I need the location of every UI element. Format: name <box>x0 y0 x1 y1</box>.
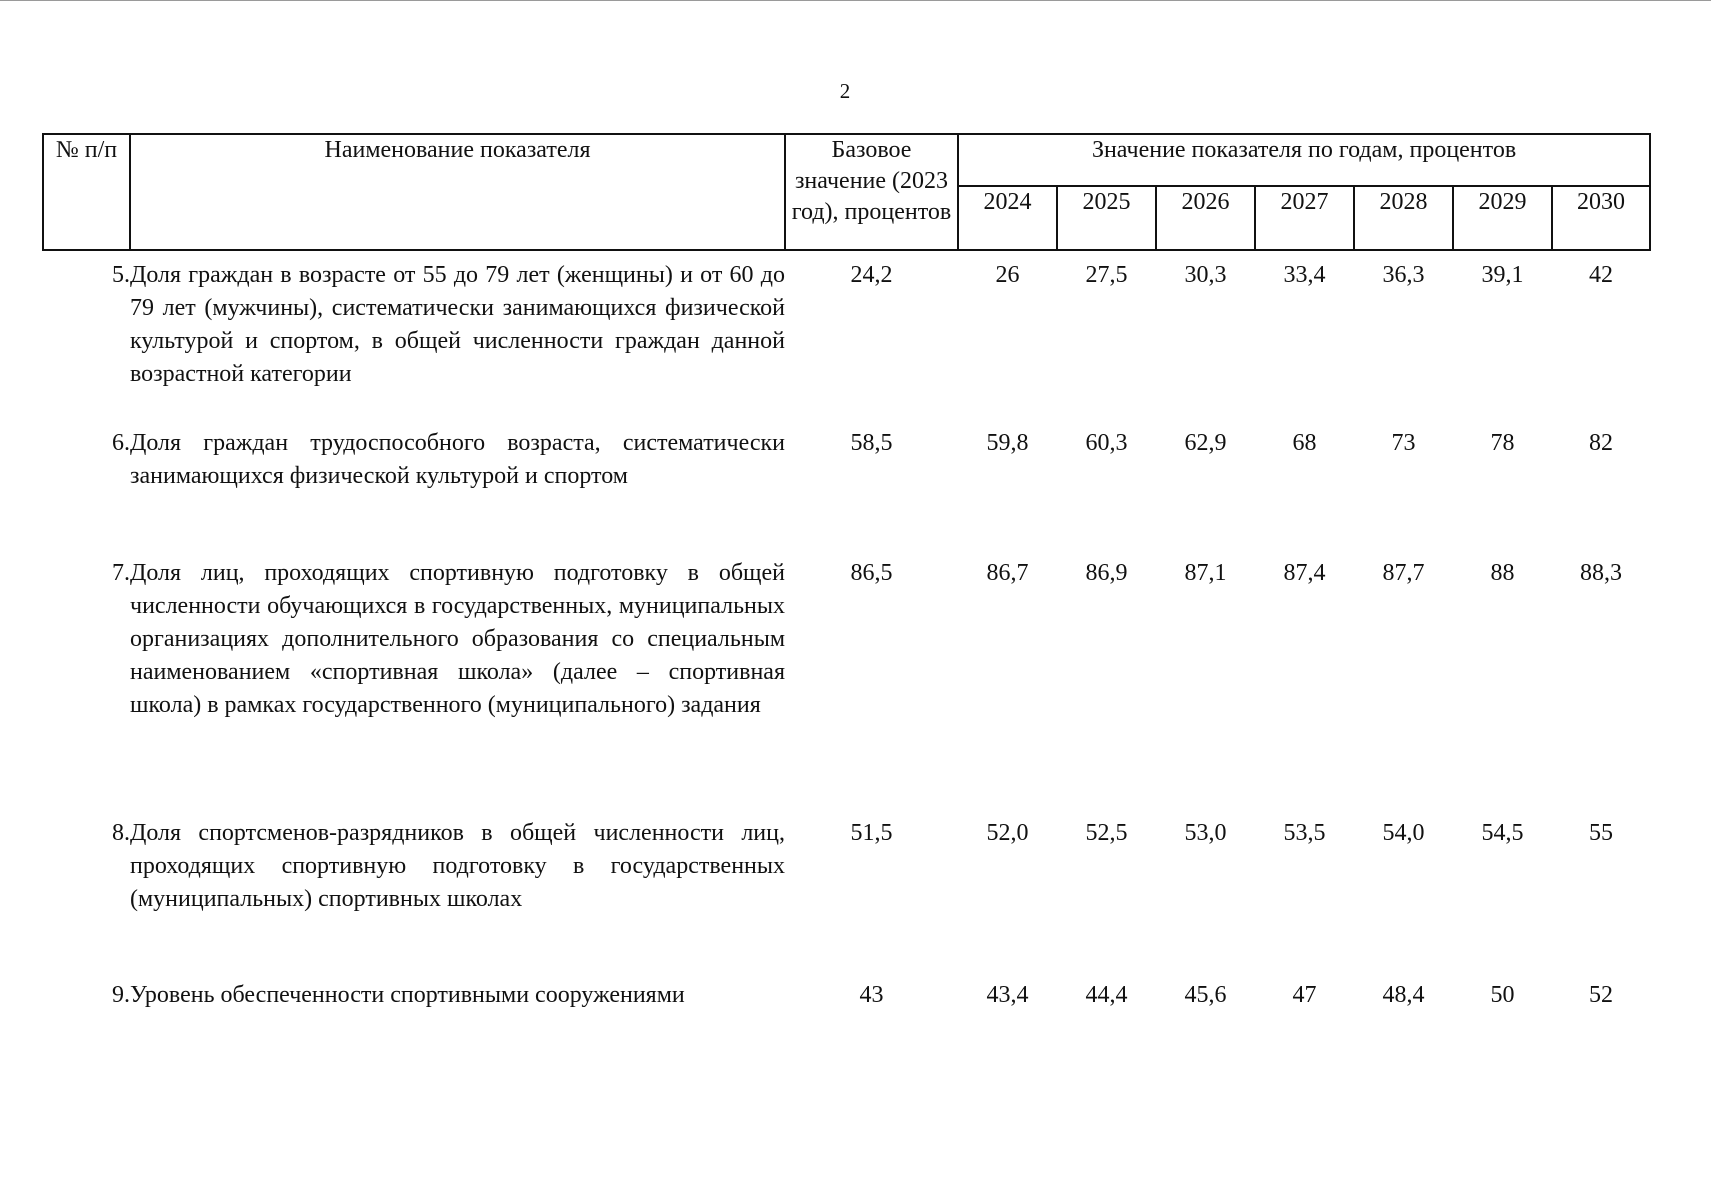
year-value: 86,7 <box>986 560 1029 586</box>
row-number: 6. <box>112 430 130 456</box>
year-value: 59,8 <box>986 430 1029 456</box>
header-number: № п/п <box>43 134 130 250</box>
header-base-value: Базовое значение (2023 год), процентов <box>785 134 958 250</box>
table-row <box>43 807 1650 969</box>
header-year: 2025 <box>1057 186 1156 250</box>
header-year: 2026 <box>1156 186 1255 250</box>
row-number: 9. <box>112 982 130 1008</box>
year-value: 52,0 <box>986 820 1029 846</box>
year-value: 36,3 <box>1382 262 1425 288</box>
table-body <box>43 250 1650 1049</box>
year-value: 52 <box>1589 982 1614 1008</box>
base-value: 43 <box>859 982 884 1008</box>
header-year: 2024 <box>958 186 1057 250</box>
year-value: 55 <box>1589 820 1614 846</box>
page-top-edge <box>0 0 1711 1</box>
year-value: 53,0 <box>1184 820 1227 846</box>
table-header <box>43 134 1650 250</box>
year-value: 42 <box>1589 262 1614 288</box>
year-value: 88,3 <box>1580 560 1623 586</box>
year-value: 30,3 <box>1184 262 1227 288</box>
base-value: 24,2 <box>850 262 893 288</box>
year-value: 43,4 <box>986 982 1029 1008</box>
year-value: 50 <box>1490 982 1515 1008</box>
year-value: 88 <box>1490 560 1515 586</box>
year-value: 68 <box>1292 430 1317 456</box>
indicator-name: Доля спортсменов-разрядников в общей численности лиц, проходящих спортивную подготовку в государственных (муниципальных) спортивных школах <box>130 820 785 912</box>
header-indicator-name: Наименование показателя <box>130 134 785 250</box>
base-value: 86,5 <box>850 560 893 586</box>
year-value: 87,1 <box>1184 560 1227 586</box>
year-value: 48,4 <box>1382 982 1425 1008</box>
year-value: 73 <box>1391 430 1416 456</box>
indicator-name: Уровень обеспеченности спортивными сооружениями <box>130 982 685 1008</box>
year-value: 54,5 <box>1481 820 1524 846</box>
table-row <box>43 417 1650 547</box>
indicator-name: Доля граждан в возрасте от 55 до 79 лет (женщины) и от 60 до 79 лет (мужчины), систематически занимающихся физической культурой и спортом, в общей численности граждан данной возрастной категории <box>130 262 785 387</box>
year-value: 26 <box>995 262 1020 288</box>
page-number: 2 <box>839 79 851 103</box>
indicators-table-container <box>42 133 1649 1049</box>
header-year: 2029 <box>1453 186 1552 250</box>
year-value: 45,6 <box>1184 982 1227 1008</box>
year-value: 27,5 <box>1085 262 1128 288</box>
year-value: 44,4 <box>1085 982 1128 1008</box>
header-year: 2028 <box>1354 186 1453 250</box>
year-value: 86,9 <box>1085 560 1128 586</box>
row-number: 8. <box>112 820 130 846</box>
table-row <box>43 547 1650 807</box>
table-row <box>43 250 1650 417</box>
year-value: 78 <box>1490 430 1515 456</box>
base-value: 58,5 <box>850 430 893 456</box>
year-value: 47 <box>1292 982 1317 1008</box>
row-number: 7. <box>112 560 130 586</box>
year-value: 39,1 <box>1481 262 1524 288</box>
row-number: 5. <box>112 262 130 288</box>
header-year: 2030 <box>1552 186 1650 250</box>
header-year: 2027 <box>1255 186 1354 250</box>
table-row <box>43 969 1650 1049</box>
year-value: 53,5 <box>1283 820 1326 846</box>
indicator-name: Доля лиц, проходящих спортивную подготовку в общей численности обучающихся в государственных, муниципальных организациях дополнительного образования со специальным наименованием «спортивная школа» (далее – спортивная школа) в рамках государственного (муниципального) задания <box>130 560 785 718</box>
year-value: 87,4 <box>1283 560 1326 586</box>
year-value: 82 <box>1589 430 1614 456</box>
indicator-name: Доля граждан трудоспособного возраста, систематически занимающихся физической культурой и спортом <box>130 430 785 489</box>
indicators-table <box>42 133 1651 1049</box>
year-value: 62,9 <box>1184 430 1227 456</box>
year-value: 87,7 <box>1382 560 1425 586</box>
header-values-by-year: Значение показателя по годам, процентов <box>958 134 1650 186</box>
year-value: 54,0 <box>1382 820 1425 846</box>
year-value: 33,4 <box>1283 262 1326 288</box>
year-value: 60,3 <box>1085 430 1128 456</box>
base-value: 51,5 <box>850 820 893 846</box>
year-value: 52,5 <box>1085 820 1128 846</box>
